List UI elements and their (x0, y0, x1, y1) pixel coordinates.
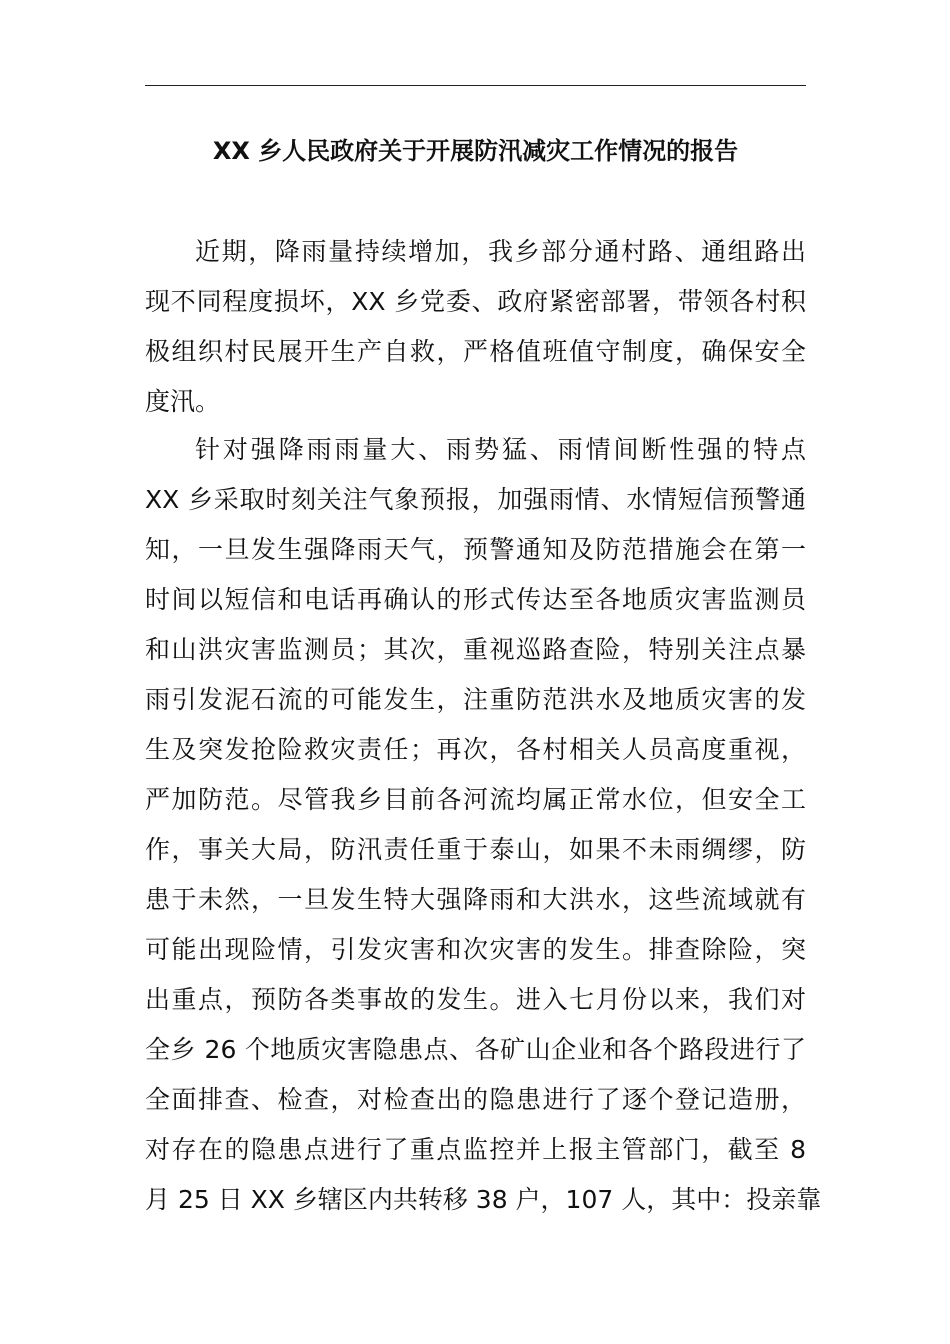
paragraph-line: 针对强降雨雨量大、雨势猛、雨情间断性强的特点 (195, 435, 806, 464)
paragraph-line: 月 25 日 XX 乡辖区内共转移 38 户，107 人，其中：投亲靠 (145, 1185, 822, 1214)
paragraph-line: 作，事关大局，防汛责任重于泰山，如果不未雨绸缪，防 (145, 835, 806, 864)
document-title: XX 乡人民政府关于开展防汛减灾工作情况的报告 (212, 137, 739, 165)
paragraph-line: 现不同程度损坏，XX 乡党委、政府紧密部署，带领各村积 (145, 287, 806, 316)
paragraph-line: 知，一旦发生强降雨天气，预警通知及防范措施会在第一 (145, 535, 806, 564)
paragraph-line: 度汛。 (145, 387, 221, 416)
paragraph-line: 严加防范。尽管我乡目前各河流均属正常水位，但安全工 (145, 785, 806, 814)
paragraph-line: 全乡 26 个地质灾害隐患点、各矿山企业和各个路段进行了 (145, 1035, 806, 1064)
paragraph-line: 时间以短信和电话再确认的形式传达至各地质灾害监测员 (145, 585, 806, 614)
paragraph-line: 极组织村民展开生产自救，严格值班值守制度，确保安全 (145, 337, 806, 366)
paragraph-line: 全面排查、检查，对检查出的隐患进行了逐个登记造册， (145, 1085, 806, 1114)
paragraph-line: 患于未然，一旦发生特大强降雨和大洪水，这些流域就有 (145, 885, 806, 914)
header-rule (145, 85, 806, 86)
paragraph-line: 可能出现险情，引发灾害和次灾害的发生。排查除险，突 (145, 935, 806, 964)
paragraph-line: XX 乡采取时刻关注气象预报，加强雨情、水情短信预警通 (145, 485, 806, 514)
paragraph-line: 对存在的隐患点进行了重点监控并上报主管部门，截至 8 (145, 1135, 806, 1164)
paragraph-line: 和山洪灾害监测员；其次，重视巡路查险，特别关注点暴 (145, 635, 806, 664)
paragraph-line: 生及突发抢险救灾责任；再次，各村相关人员高度重视， (145, 735, 806, 764)
paragraph-line: 近期，降雨量持续增加，我乡部分通村路、通组路出 (195, 237, 806, 266)
paragraph-line: 出重点，预防各类事故的发生。进入七月份以来，我们对 (145, 985, 806, 1014)
paragraph-line: 雨引发泥石流的可能发生，注重防范洪水及地质灾害的发 (145, 685, 806, 714)
